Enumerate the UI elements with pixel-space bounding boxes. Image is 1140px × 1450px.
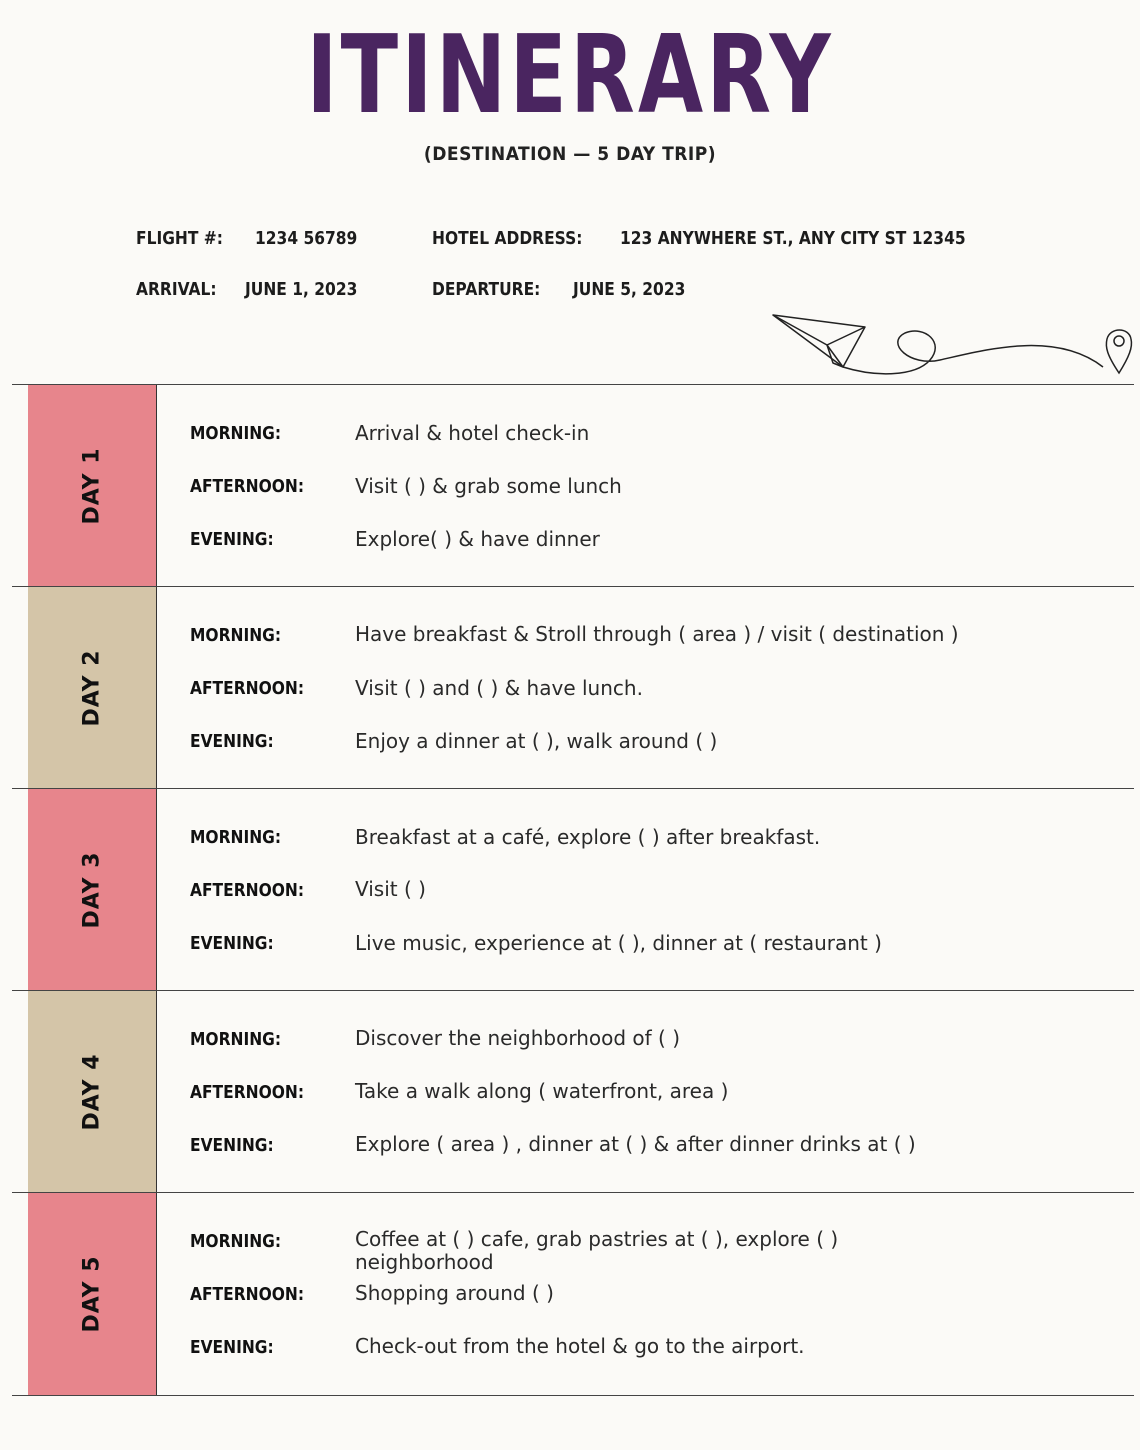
paper-plane-icon xyxy=(773,315,865,367)
day-4-band xyxy=(28,991,157,1193)
evening-label: EVENING: xyxy=(190,1337,274,1358)
flight-label: FLIGHT #: xyxy=(136,228,223,249)
day-1-morning: Arrival & hotel check-in xyxy=(355,421,590,445)
morning-label: MORNING: xyxy=(190,1231,282,1252)
day-1-afternoon: Visit ( ) & grab some lunch xyxy=(355,474,622,498)
hotel-address-value: 123 ANYWHERE ST., ANY CITY ST 12345 xyxy=(620,228,966,249)
day-2-block xyxy=(12,586,1134,789)
day-5-band xyxy=(28,1193,157,1395)
day-3-label: DAY 3 xyxy=(79,851,105,929)
plane-path-illustration xyxy=(765,305,1137,385)
morning-label: MORNING: xyxy=(190,827,282,848)
morning-label: MORNING: xyxy=(190,423,282,444)
day-4-afternoon: Take a walk along ( waterfront, area ) xyxy=(355,1079,729,1103)
afternoon-label: AFTERNOON: xyxy=(190,476,305,497)
departure-value: JUNE 5, 2023 xyxy=(573,279,686,300)
day-4-label: DAY 4 xyxy=(79,1053,105,1131)
day-2-evening: Enjoy a dinner at ( ), walk around ( ) xyxy=(355,729,718,753)
arrival-value: JUNE 1, 2023 xyxy=(245,279,358,300)
day-1-evening: Explore( ) & have dinner xyxy=(355,527,600,551)
day-3-block xyxy=(12,788,1134,991)
page-subtitle: (DESTINATION — 5 DAY TRIP) xyxy=(423,143,717,165)
evening-label: EVENING: xyxy=(190,731,274,752)
evening-label: EVENING: xyxy=(190,1135,274,1156)
hotel-address-label: HOTEL ADDRESS: xyxy=(432,228,583,249)
morning-label: MORNING: xyxy=(190,1029,282,1050)
evening-label: EVENING: xyxy=(190,529,274,550)
day-5-morning: Coffee at ( ) cafe, grab pastries at ( ), explore ( ) neighborhood xyxy=(355,1227,839,1274)
afternoon-label: AFTERNOON: xyxy=(190,880,305,901)
dotted-flight-path xyxy=(843,331,1103,374)
afternoon-label: AFTERNOON: xyxy=(190,1284,305,1305)
day-4-morning: Discover the neighborhood of ( ) xyxy=(355,1026,681,1050)
day-1-block xyxy=(12,384,1134,587)
day-4-evening: Explore ( area ) , dinner at ( ) & after dinner drinks at ( ) xyxy=(355,1132,916,1156)
day-2-morning: Have breakfast & Stroll through ( area ) / visit ( destination ) xyxy=(355,622,959,646)
morning-label: MORNING: xyxy=(190,625,282,646)
day-1-label: DAY 1 xyxy=(79,447,105,525)
day-4-block xyxy=(12,990,1134,1193)
day-3-evening: Live music, experience at ( ), dinner at ( restaurant ) xyxy=(355,931,882,955)
afternoon-label: AFTERNOON: xyxy=(190,678,305,699)
page-title: ITINERARY xyxy=(306,13,834,138)
day-1-band xyxy=(28,385,157,587)
departure-label: DEPARTURE: xyxy=(432,279,541,300)
day-2-band xyxy=(28,587,157,789)
day-3-band xyxy=(28,789,157,991)
day-2-label: DAY 2 xyxy=(79,649,105,727)
arrival-label: ARRIVAL: xyxy=(136,279,217,300)
location-pin-icon xyxy=(1106,330,1131,373)
evening-label: EVENING: xyxy=(190,933,274,954)
day-3-morning: Breakfast at a café, explore ( ) after breakfast. xyxy=(355,825,821,849)
afternoon-label: AFTERNOON: xyxy=(190,1082,305,1103)
day-2-afternoon: Visit ( ) and ( ) & have lunch. xyxy=(355,676,643,700)
day-5-afternoon: Shopping around ( ) xyxy=(355,1281,554,1305)
day-5-label: DAY 5 xyxy=(79,1255,105,1333)
day-5-block xyxy=(12,1192,1134,1396)
day-3-afternoon: Visit ( ) xyxy=(355,877,426,901)
day-5-evening: Check-out from the hotel & go to the airport. xyxy=(355,1334,805,1358)
flight-value: 1234 56789 xyxy=(255,228,358,249)
